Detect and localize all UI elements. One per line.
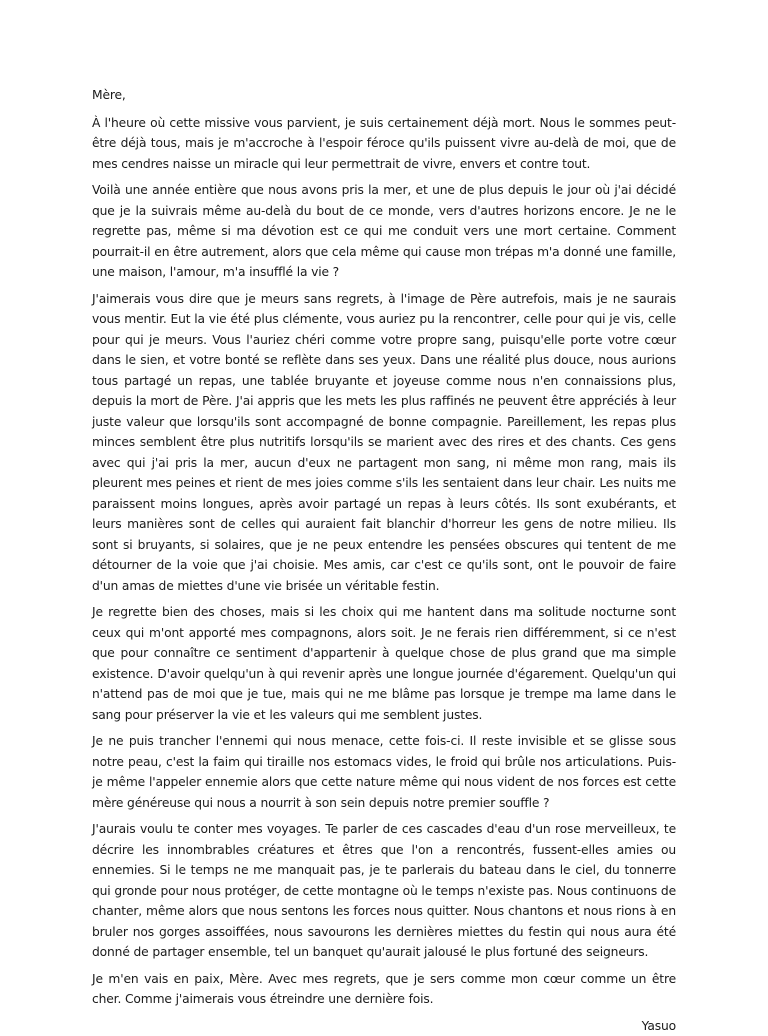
letter-paragraph-7: Je m'en vais en paix, Mère. Avec mes regrets, que je sers comme mon cœur comme un être cher. Comme j'aimerais vous étreindre une dernière fois. [92,969,676,1010]
letter-paragraph-2: Voilà une année entière que nous avons pris la mer, et une de plus depuis le jour où j'ai décidé que je la suivrais même au-delà du bout de ce monde, vers d'autres horizons encore. Je ne le regrette pas, même si ma dévotion est ce qui me conduit vers une mort certaine. Comment pourrait-il en être autrement, alors que cela même qui cause mon trépas m'a donné une famille, une maison, l'amour, m'a insufflé la vie ? [92,180,676,283]
letter-paragraph-6: J'aurais voulu te conter mes voyages. Te parler de ces cascades d'eau d'un rose merveilleux, te décrire les innombrables créatures et êtres que l'on a rencontrés, fussent-elles amies ou ennemies. Si le temps ne me manquait pas, je te parlerais du bateau dans le ciel, du tonnerre qui gronde pour nous protéger, de cette montagne où le temps n'existe pas. Nous continuons de chanter, même alors que nous sentons les forces nous quitter. Nous chantons et nous rions à en bruler nos gorges assoiffées, nous savourons les dernières miettes du festin qui nous aura été donné de partager ensemble, tel un banquet qu'aurait jalousé le plus fortuné des seigneurs. [92,819,676,963]
letter-salutation: Mère, [92,85,676,106]
letter-paragraph-5: Je ne puis trancher l'ennemi qui nous menace, cette fois-ci. Il reste invisible et se glisse sous notre peau, c'est la faim qui tiraille nos estomacs vides, le froid qui brûle nos articulations. Puis-je même l'appeler ennemie alors que cette nature même qui nous vident de nos forces est cette mère généreuse qui nous a nourrit à son sein depuis notre premier souffle ? [92,731,676,813]
letter-paragraph-4: Je regrette bien des choses, mais si les choix qui me hantent dans ma solitude nocturne sont ceux qui m'ont apporté mes compagnons, alors soit. Je ne ferais rien différemment, si ce n'est que pour connaître ce sentiment d'appartenir à quelque chose de plus grand que ma simple existence. D'avoir quelqu'un à qui revenir après une longue journée d'égarement. Quelqu'un qui n'attend pas de moi que je tue, mais qui ne me blâme pas lorsque je trempe ma lame dans le sang pour préserver la vie et les valeurs qui me semblent justes. [92,602,676,725]
letter-paragraph-1: À l'heure où cette missive vous parvient, je suis certainement déjà mort. Nous le sommes peut-être déjà tous, mais je m'accroche à l'espoir féroce qu'ils puissent vivre au-delà de moi, que de mes cendres naisse un miracle qui leur permettrait de vivre, envers et contre tout. [92,113,676,175]
letter-signature: Yasuo [92,1016,676,1036]
letter-body [92,82,676,1036]
letter-paragraph-3: J'aimerais vous dire que je meurs sans regrets, à l'image de Père autrefois, mais je ne saurais vous mentir. Eut la vie été plus clémente, vous auriez pu la rencontrer, celle pour qui je vis, celle pour qui je meurs. Vous l'auriez chéri comme votre propre sang, puisqu'elle porte votre cœur dans le sien, et votre bonté se reflète dans ses yeux. Dans une réalité plus douce, nous aurions tous partagé un repas, une tablée bruyante et joyeuse comme nous n'en connaissions plus, depuis la mort de Père. J'ai appris que les mets les plus raffinés ne peuvent être appréciés à leur juste valeur que lorsqu'ils sont accompagné de bonne compagnie. Pareillement, les repas plus minces semblent être plus nutritifs lorsqu'ils se marient avec des rires et des chants. Ces gens avec qui j'ai pris la mer, aucun d'eux ne partagent mon sang, ni même mon rang, mais ils pleurent mes peines et rient de mes joies comme s'ils les sentaient dans leur chair. Les nuits me paraissent moins longues, après avoir partagé un repas à leurs côtés. Ils sont exubérants, et leurs manières sont de celles qui auraient fait blanchir d'horreur les gens de notre milieu. Ils sont si bruyants, si solaires, que je ne peux entendre les pensées obscures qui tentent de me détourner de la voie que j'ai choisie. Mes amis, car c'est ce qu'ils sont, ont le pouvoir de faire d'un amas de miettes d'une vie brisée un véritable festin. [92,289,676,597]
